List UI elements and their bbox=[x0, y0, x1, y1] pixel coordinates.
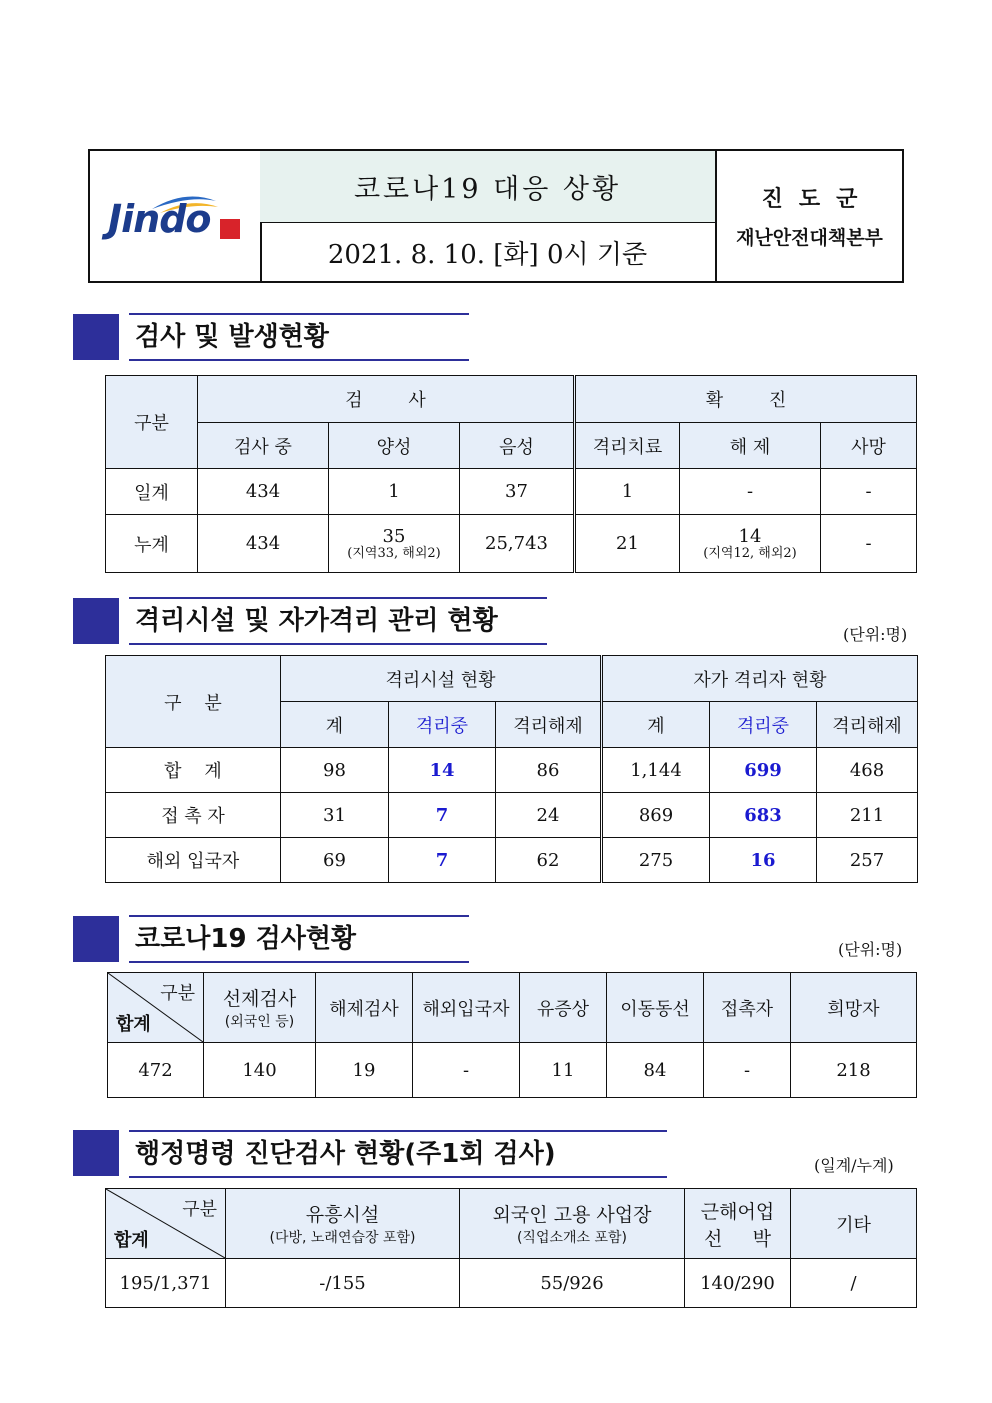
col-header: 사망 bbox=[821, 423, 917, 469]
row-label: 누계 bbox=[106, 515, 198, 573]
diag-bottom-label: 합계 bbox=[114, 1230, 149, 1251]
unit-label: (일계/누계) bbox=[814, 1156, 894, 1175]
table-cell: 19 bbox=[316, 1043, 413, 1098]
table-cell: 11 bbox=[520, 1043, 607, 1098]
table-cell: 468 bbox=[817, 748, 918, 793]
section3-title: 코로나19 검사현황 bbox=[129, 915, 469, 963]
table-row bbox=[106, 515, 917, 573]
table-cell bbox=[329, 515, 460, 573]
col-header: 음성 bbox=[460, 423, 575, 469]
cell-note: (지역12, 해외2) bbox=[703, 545, 797, 561]
col-group-label: 구 분 bbox=[106, 656, 281, 748]
table-cell: - bbox=[821, 469, 917, 515]
admin-order-table bbox=[105, 1188, 917, 1308]
col-header bbox=[226, 1189, 460, 1259]
col-header-note: (다방, 노래연습장 포함) bbox=[269, 1230, 416, 1246]
table-cell: -/155 bbox=[226, 1259, 460, 1308]
test-status-table bbox=[105, 375, 917, 573]
table-cell: - bbox=[680, 469, 821, 515]
table-cell: 211 bbox=[817, 793, 918, 838]
table-cell: / bbox=[791, 1259, 917, 1308]
section4-title: 행정명령 진단검사 현황(주1회 검사) bbox=[129, 1130, 667, 1178]
section-marker-icon bbox=[73, 314, 119, 360]
org-subtitle: 재난안전대책본부 bbox=[736, 227, 883, 249]
covid-test-table bbox=[107, 972, 917, 1098]
col-header-label: 외국인 고용 사업장 bbox=[492, 1204, 652, 1226]
logo-cell bbox=[90, 151, 262, 281]
table-cell: 472 bbox=[108, 1043, 204, 1098]
section-marker-icon bbox=[73, 916, 119, 962]
col-header: 해외입국자 bbox=[413, 973, 520, 1043]
table-cell: 1,144 bbox=[602, 748, 710, 793]
section-marker-icon bbox=[73, 598, 119, 644]
col-header: 양성 bbox=[329, 423, 460, 469]
col-header: 희망자 bbox=[791, 973, 917, 1043]
row-label: 접 촉 자 bbox=[106, 793, 281, 838]
table-cell: 21 bbox=[575, 515, 680, 573]
table-cell: 257 bbox=[817, 838, 918, 883]
table-row bbox=[106, 469, 917, 515]
col-header-line2: 선 박 bbox=[704, 1227, 771, 1250]
group-self-quarantine: 자가 격리자 현황 bbox=[602, 656, 918, 702]
table-cell: 69 bbox=[281, 838, 389, 883]
col-header-label: 근해어업 bbox=[700, 1200, 775, 1223]
table-cell: 62 bbox=[496, 838, 602, 883]
table-cell: - bbox=[704, 1043, 791, 1098]
table-cell: 16 bbox=[710, 838, 817, 883]
table-cell: 1 bbox=[575, 469, 680, 515]
table-cell: 24 bbox=[496, 793, 602, 838]
col-header-note: (외국인 등) bbox=[224, 1014, 295, 1030]
org-cell bbox=[717, 151, 902, 281]
col-header-label: 유흥시설 bbox=[305, 1204, 380, 1226]
quarantine-table bbox=[105, 655, 918, 883]
table-cell: 31 bbox=[281, 793, 389, 838]
table-cell: 55/926 bbox=[460, 1259, 685, 1308]
table-row bbox=[108, 1043, 917, 1098]
section-marker-icon bbox=[73, 1130, 119, 1176]
diagonal-header-cell bbox=[106, 1189, 226, 1259]
cell-value: 14 bbox=[738, 525, 762, 547]
table-cell: 195/1,371 bbox=[106, 1259, 226, 1308]
table-cell: 140 bbox=[204, 1043, 316, 1098]
col-header bbox=[685, 1189, 791, 1259]
col-header: 이동동선 bbox=[607, 973, 704, 1043]
table-cell: 1 bbox=[329, 469, 460, 515]
table-cell: 84 bbox=[607, 1043, 704, 1098]
col-header: 격리치료 bbox=[575, 423, 680, 469]
col-header: 유증상 bbox=[520, 973, 607, 1043]
table-cell: - bbox=[821, 515, 917, 573]
col-group-label: 구분 bbox=[106, 376, 198, 469]
row-label: 일계 bbox=[106, 469, 198, 515]
col-header: 계 bbox=[281, 702, 389, 748]
report-date: 2021. 8. 10. [화] 0시 기준 bbox=[260, 223, 717, 281]
col-header: 격리중 bbox=[389, 702, 496, 748]
table-cell: 7 bbox=[389, 793, 496, 838]
table-cell: 14 bbox=[389, 748, 496, 793]
logo-mark-icon bbox=[220, 219, 240, 239]
diag-top-label: 구분 bbox=[182, 1199, 217, 1220]
table-cell: 699 bbox=[710, 748, 817, 793]
table-cell: 7 bbox=[389, 838, 496, 883]
col-header: 격리중 bbox=[710, 702, 817, 748]
table-row bbox=[106, 1259, 917, 1308]
org-name: 진도군 bbox=[761, 187, 874, 212]
col-header-note: (직업소개소 포함) bbox=[516, 1230, 628, 1246]
section1-title: 검사 및 발생현황 bbox=[129, 313, 469, 361]
col-header: 해 제 bbox=[680, 423, 821, 469]
table-cell: 37 bbox=[460, 469, 575, 515]
col-header: 접촉자 bbox=[704, 973, 791, 1043]
unit-label: (단위:명) bbox=[843, 625, 908, 644]
col-header: 격리해제 bbox=[496, 702, 602, 748]
col-header: 검사 중 bbox=[198, 423, 329, 469]
row-label: 합 계 bbox=[106, 748, 281, 793]
table-cell: 25,743 bbox=[460, 515, 575, 573]
table-cell: 683 bbox=[710, 793, 817, 838]
table-cell bbox=[680, 515, 821, 573]
col-header bbox=[460, 1189, 685, 1259]
report-title: 코로나19 대응 상황 bbox=[260, 151, 717, 223]
table-cell: 86 bbox=[496, 748, 602, 793]
table-cell: 434 bbox=[198, 469, 329, 515]
col-header: 격리해제 bbox=[817, 702, 918, 748]
section2-title: 격리시설 및 자가격리 관리 현황 bbox=[129, 597, 547, 645]
logo-text: Jindo bbox=[108, 197, 211, 241]
report-header bbox=[88, 149, 904, 283]
table-cell: 98 bbox=[281, 748, 389, 793]
group-confirmed: 확 진 bbox=[575, 376, 917, 423]
table-cell: 218 bbox=[791, 1043, 917, 1098]
table-row bbox=[106, 748, 918, 793]
table-cell: 869 bbox=[602, 793, 710, 838]
table-row bbox=[106, 793, 918, 838]
unit-label: (단위:명) bbox=[838, 940, 903, 959]
col-header: 기타 bbox=[791, 1189, 917, 1259]
diag-bottom-label: 합계 bbox=[116, 1014, 151, 1035]
row-label: 해외 입국자 bbox=[106, 838, 281, 883]
diagonal-header-cell bbox=[108, 973, 204, 1043]
table-cell: - bbox=[413, 1043, 520, 1098]
cell-note: (지역33, 해외2) bbox=[347, 545, 441, 561]
diag-top-label: 구분 bbox=[160, 983, 195, 1004]
table-cell: 434 bbox=[198, 515, 329, 573]
table-cell: 140/290 bbox=[685, 1259, 791, 1308]
group-test: 검 사 bbox=[198, 376, 575, 423]
col-header-label: 선제검사 bbox=[222, 988, 297, 1010]
col-header: 해제검사 bbox=[316, 973, 413, 1043]
table-row bbox=[106, 838, 918, 883]
col-header bbox=[204, 973, 316, 1043]
group-facility: 격리시설 현황 bbox=[281, 656, 602, 702]
col-header: 계 bbox=[602, 702, 710, 748]
table-cell: 275 bbox=[602, 838, 710, 883]
cell-value: 35 bbox=[382, 525, 406, 547]
